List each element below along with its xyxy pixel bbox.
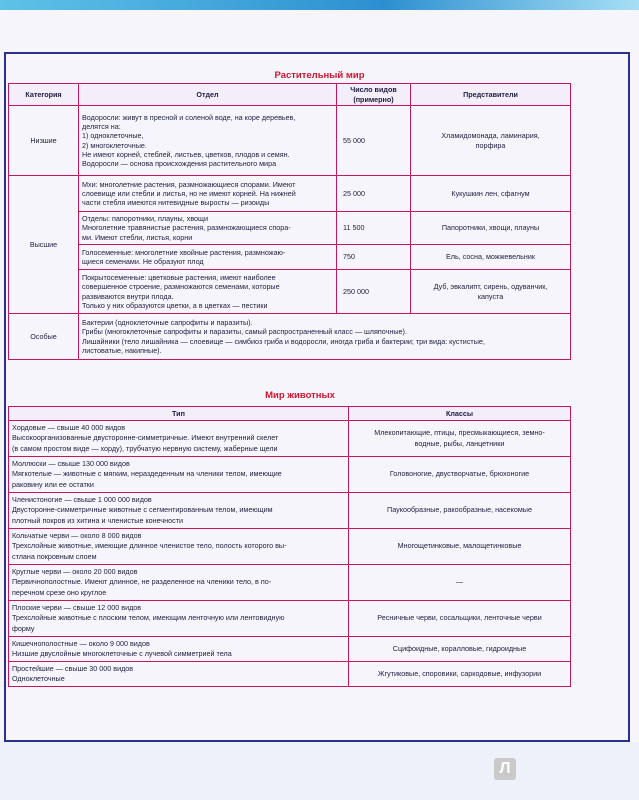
table-row	[9, 565, 571, 601]
type-cell: Хордовые — свыше 40 000 видов Высокоорганизованные двусторонне-симметричные. Имеют внутренний скелет (в самом простом виде — хорду), трубчатую нервную систему, жаберные щели	[9, 421, 349, 457]
animals-title: Мир животных	[265, 390, 335, 401]
top-color-band	[0, 0, 639, 10]
type-cell: Моллюски — свыше 130 000 видов Мягкотелые — животные с мягким, нераздеденным на членики телом, имеющие раковину или ее остатки	[9, 457, 349, 493]
division-algae: Водоросли: живут в пресной и соленой воде, на коре деревьев, делятся на: 1) одноклеточные, 2) многоклеточные. Не имеют корней, стеблей, листьев, цветков, плодов и семян. Водоросли — основа происхождения растительного мира	[79, 106, 337, 176]
reps-mosses: Кукушкин лен, сфагнум	[411, 176, 571, 212]
header-division: Отдел	[79, 84, 337, 106]
bottom-margin	[0, 742, 639, 800]
header-classes: Классы	[349, 407, 571, 421]
table-row	[9, 457, 571, 493]
category-high: Высшие	[9, 176, 79, 314]
type-cell: Круглые черви — около 20 000 видов Первичнополостные. Имеют длинное, не разделенное на членики тело, в по- перечном срезе оно круглое	[9, 565, 349, 601]
count-mosses: 25 000	[337, 176, 411, 212]
reps-angiosperms: Дуб, эвкалипт, сирень, одуванчик, капуста	[411, 270, 571, 314]
classes-cell: Паукообразные, ракообразные, насекомые	[349, 493, 571, 529]
header-representatives: Представители	[411, 84, 571, 106]
type-cell: Кольчатые черви — около 8 000 видов Трехслойные животные, имеющие длинное членистое тело, полость которого вы- стлана покровным слоем	[9, 529, 349, 565]
header-type: Тип	[9, 407, 349, 421]
count-angiosperms: 250 000	[337, 270, 411, 314]
reps-ferns: Папоротники, хвощи, плауны	[411, 212, 571, 245]
classes-cell: Ресничные черви, сосальщики, ленточные черви	[349, 601, 571, 637]
plants-title: Растительный мир	[274, 70, 365, 81]
count-gymnosperms: 750	[337, 245, 411, 270]
classes-cell: Головоногие, двустворчатые, брюхоногие	[349, 457, 571, 493]
header-species-count: Число видов (примерно)	[337, 84, 411, 106]
classes-cell: Многощетинковые, малощетинковые	[349, 529, 571, 565]
division-gymnosperms: Голосеменные: многолетние хвойные растения, размножаю- щиеся семенами. Не образуют плод	[79, 245, 337, 270]
plants-table	[8, 83, 571, 360]
table-row	[9, 637, 571, 662]
table-row	[9, 493, 571, 529]
category-low: Низшие	[9, 106, 79, 176]
type-cell: Плоские черви — свыше 12 000 видов Трехслойные животные с плоским телом, имеющим ленточную или лентовидную форму	[9, 601, 349, 637]
type-cell: Простейшие — свыше 30 000 видов Одноклеточные	[9, 662, 349, 687]
count-ferns: 11 500	[337, 212, 411, 245]
header-category: Категория	[9, 84, 79, 106]
classes-cell: Сцифоидные, коралловые, гидроидные	[349, 637, 571, 662]
category-special: Особые	[9, 314, 79, 360]
classes-cell: Жгутиковые, споровики, саркодовые, инфузории	[349, 662, 571, 687]
reps-gymnosperms: Ель, сосна, можжевельник	[411, 245, 571, 270]
type-cell: Членистоногие — свыше 1 000 000 видов Двусторонне-симметричные животные с сегментированным телом, имеющим плотный покров из хитина и членистые конечности	[9, 493, 349, 529]
table-row	[9, 421, 571, 457]
count-algae: 55 000	[337, 106, 411, 176]
table-row	[9, 601, 571, 637]
type-cell: Кишечнополостные — около 9 000 видов Низшие двуслойные многоклеточные с лучевой симметрией тела	[9, 637, 349, 662]
classes-cell: —	[349, 565, 571, 601]
division-ferns: Отделы: папоротники, плауны, хвощи Многолетние травянистые растения, размножающиеся спора- ми. Имеют стебли, листья, корни	[79, 212, 337, 245]
table-row	[9, 529, 571, 565]
table-row	[9, 662, 571, 687]
publisher-logo: Л	[494, 758, 516, 780]
division-mosses: Мхи: многолетние растения, размножающиеся спорами. Имеют слоевище или стебли и листья, но не имеют корней. На нижней части стебля имеются нитевидные выросты — ризоиды	[79, 176, 337, 212]
reps-algae: Хламидомонада, ламинария, порфира	[411, 106, 571, 176]
division-angiosperms: Покрытосеменные: цветковые растения, имеют наиболее совершенное строение, размножаются семенами, которые развиваются внутри плода. Только у них образуются цветки, а в цветках — пестики	[79, 270, 337, 314]
animals-table	[8, 406, 571, 687]
classes-cell: Млекопитающие, птицы, пресмыкающиеся, земно- водные, рыбы, ланцетники	[349, 421, 571, 457]
division-special: Бактерии (одноклеточные сапрофиты и паразиты). Грибы (многоклеточные сапрофиты и паразиты, самый распространенный класс — шляпочные). Лишайники (тело лишайника — слоевище — симбиоз гриба и водоросли, иногда гриба и бактерии; три вида: кустистые, листоватые, накипные).	[79, 314, 571, 360]
